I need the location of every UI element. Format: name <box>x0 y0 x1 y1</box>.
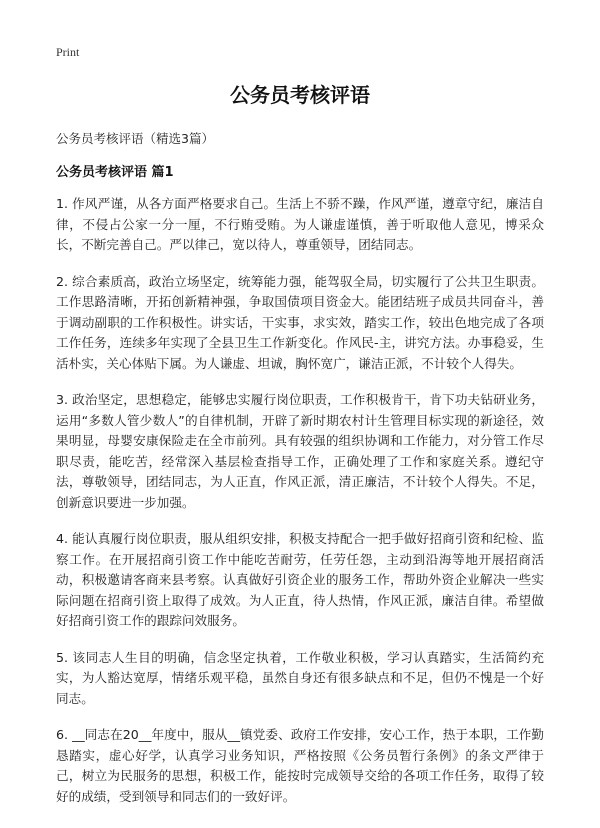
paragraph-6: 6. __同志在20__年度中，服从__镇党委、政府工作安排，安心工作，热于本职，工作勤恳踏实，虚心好学，认真学习业务知识，严格按照《公务员暂行条例》的条文严律于己，树立为民服务的思想，积极工作，能按时完成领导交给的各项工作任务，取得了较好的成绩，受到领导和同志们的一致好评。 <box>56 727 544 804</box>
paragraph-4: 4. 能认真履行岗位职责，服从组织安排，积极支持配合一把手做好招商引资和纪检、监察工作。在开展招商引资工作中能吃苦耐劳，任劳任怨，主动到沿海等地开展招商活动，积极邀请客商来县考察。认真做好引资企业的服务工作，帮助外资企业解决一些实际问题在招商引资上取得了成效。为人正直，待人热情，作风正派，廉洁自律。希望做好招商引资工作的跟踪问效服务。 <box>56 531 544 628</box>
paragraph-2: 2. 综合素质高，政治立场坚定，统筹能力强，能驾驭全局，切实履行了公共卫生职责。工作思路清晰，开拓创新精神强，争取国债项目资金大。能团结班子成员共同奋斗，善于调动副职的工作积极性。讲实话，干实事，求实效，踏实工作，较出色地完成了各项工作任务，连续多年实现了全县卫生工作新变化。作风民-主，讲究方法。办事稳妥，生活朴实，关心体贴下属。为人谦虚、坦诚，胸怀宽广，谦洁正派，不计较个人得失。 <box>56 273 544 371</box>
paragraph-5: 5. 该同志人生目的明确，信念坚定执着，工作敬业积极，学习认真踏实，生活简约充实，为人豁达宽厚，情绪乐观平稳，虽然自身还有很多缺点和不足，但仍不愧是一个好同志。 <box>56 649 544 706</box>
print-label: Print <box>56 45 80 59</box>
section-heading: 公务员考核评语 篇1 <box>56 165 174 180</box>
page-title: 公务员考核评语 <box>230 83 370 107</box>
paragraph-1: 1. 作风严谨，从各方面严格要求自己。生活上不骄不躁，作风严谨，遵章守纪，廉洁自律，不侵占公家一分一厘，不行贿受贿。为人谦虚谨慎，善于听取他人意见，博采众长，不断完善自己。严以律己，宽以待人，尊重领导，团结同志。 <box>56 196 544 252</box>
document-subtitle: 公务员考核评语（精选3篇） <box>56 131 214 146</box>
paragraph-3: 3. 政治坚定，思想稳定，能够忠实履行岗位职责，工作积极肯干，肯下功夫钻研业务，运用“多数人管少数人”的自律机制，开辟了新时期农村计生管理目标实现的新途径，效果明显，母婴安康保险走在全市前列。具有较强的组织协调和工作能力，对分管工作尽职尽责，能吃苦，经常深入基层检查指导工作，正确处理了工作和家庭关系。遵纪守法，尊敬领导，团结同志，为人正直，作风正派，清正廉洁，不计较个人得失。不足，创新意识要进一步加强。 <box>56 392 544 510</box>
